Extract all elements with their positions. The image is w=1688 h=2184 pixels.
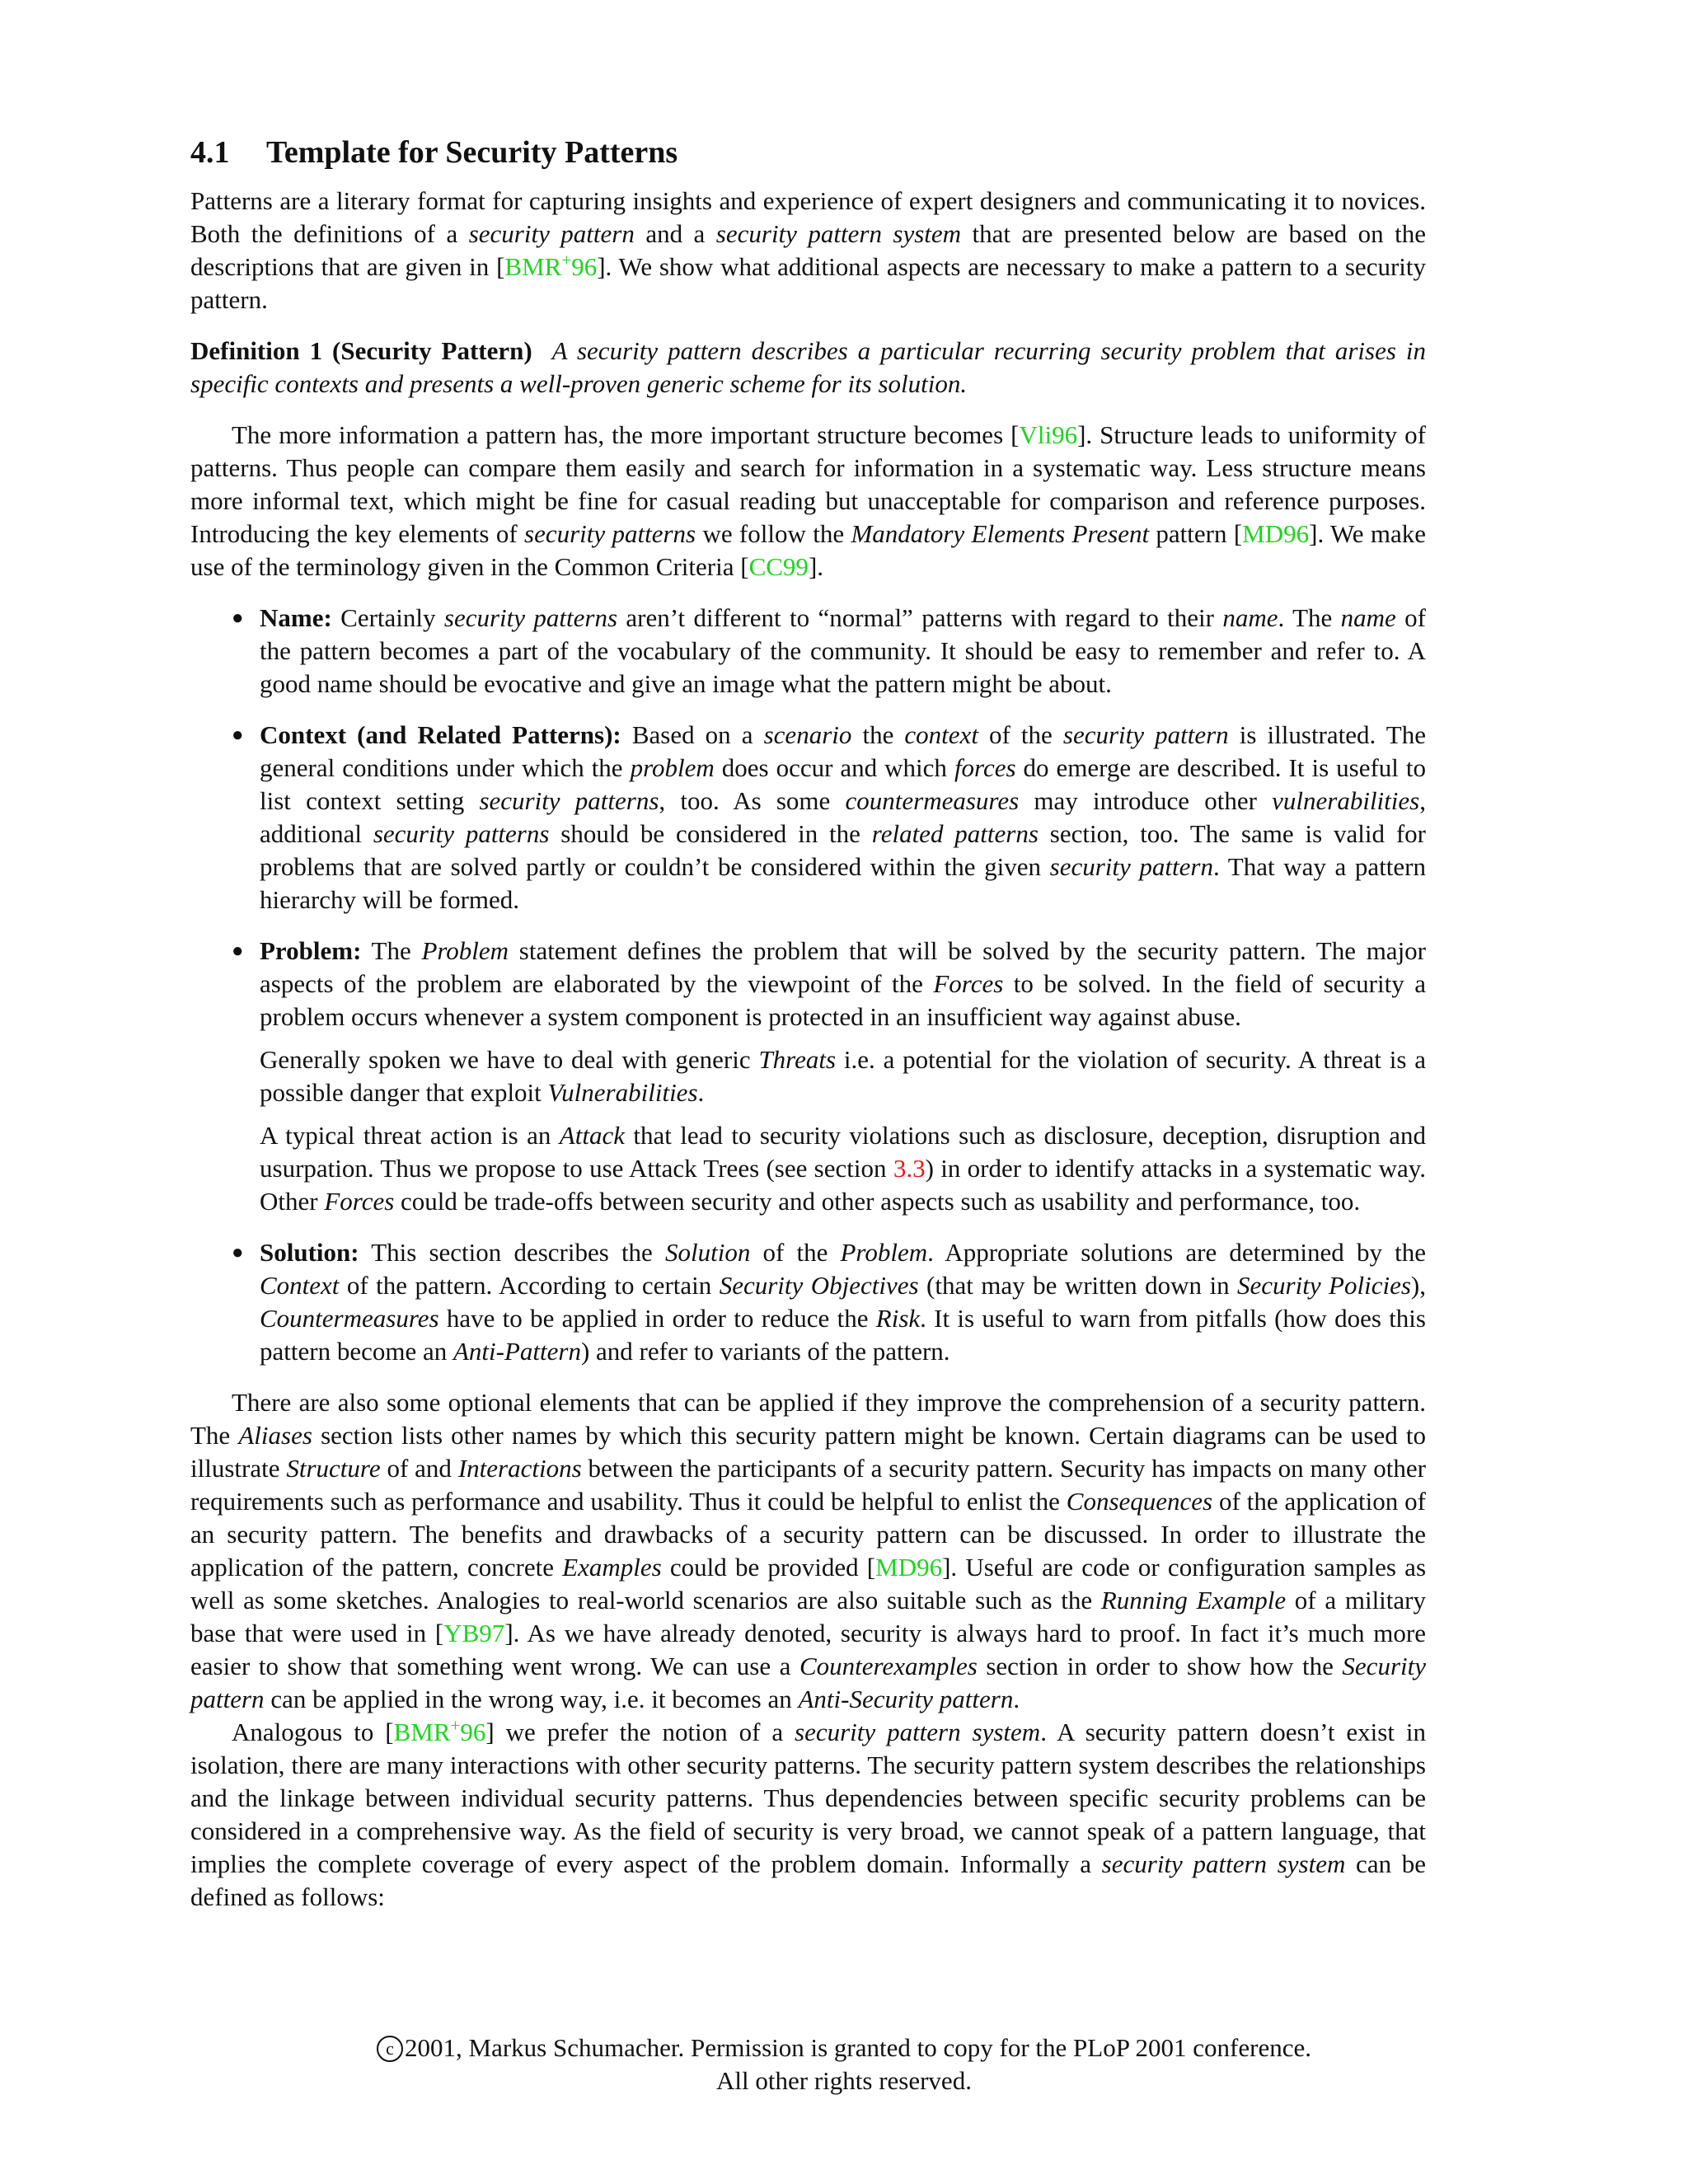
text: (that may be written down in: [918, 1271, 1238, 1300]
item-label: Context (and Related Patterns):: [260, 720, 621, 749]
footer-line-1: [0, 2032, 1688, 2064]
text: Based on a: [621, 720, 764, 749]
emphasis: Structure: [286, 1454, 381, 1483]
emphasis: Problem: [840, 1238, 928, 1267]
emphasis: Vulnerabilities: [547, 1078, 698, 1107]
text: and a: [634, 219, 716, 248]
bullet-icon: ●: [232, 607, 244, 629]
text: do emerge are described. It is useful to list context setting: [260, 753, 1427, 815]
text: , additional: [260, 786, 1426, 848]
text: should be considered in the: [549, 819, 872, 848]
cite-year: 96: [460, 1718, 486, 1746]
emphasis: Countermeasures: [260, 1304, 439, 1333]
text: can be applied in the wrong way, i.e. it becomes an: [264, 1685, 799, 1713]
optional-elements-paragraph: [190, 1386, 1426, 1716]
bullet-icon: ●: [232, 724, 244, 746]
emphasis: security pattern system: [1101, 1849, 1346, 1878]
text: is illustrated. The general conditions under which the: [260, 720, 1426, 782]
citation-link-yb97[interactable]: YB97: [443, 1619, 505, 1647]
text: have to be applied in order to reduce the: [438, 1304, 876, 1333]
footer-line-2: All other rights reserved.: [716, 2066, 972, 2095]
text: section, too. The same is valid for problems that are solved partly or couldn’t be considered within the given: [260, 819, 1426, 881]
text: Certainly: [331, 603, 444, 632]
text: between the participants of a security pattern. Security has impacts on many other requirements such as performance and usability. Thus it could be helpful to enlist the: [190, 1454, 1426, 1516]
text: . That way a pattern hierarchy will be formed.: [260, 852, 1426, 914]
text: of and: [380, 1454, 458, 1483]
text: , too. As some: [659, 786, 846, 815]
emphasis: Forces: [933, 969, 1004, 998]
text: ),: [1410, 1271, 1426, 1300]
emphasis: context: [904, 720, 978, 749]
intro-paragraph: [190, 185, 1426, 316]
text: The more information a pattern has, the more important structure becomes [: [232, 420, 1020, 449]
text: may introduce other: [1019, 786, 1273, 815]
text: There are also some optional elements that can be applied if they improve the comprehension of a security pattern. The: [190, 1388, 1426, 1450]
text: to be solved. In the field of security a problem occurs whenever a system component is protected in an insufficient way against abuse.: [260, 969, 1426, 1031]
text: can be defined as follows:: [190, 1849, 1427, 1911]
text: ) and refer to variants of the pattern.: [580, 1337, 950, 1366]
text: . The: [1278, 603, 1341, 632]
emphasis: vulnerabilities: [1272, 786, 1420, 815]
text: ]. Structure leads to uniformity of patterns. Thus people can compare them easily and search for information in a systematic way. Less structure means more informal text, which might be fine for casual reading but unacceptable for comparison and reference purposes. Introducing the key elements of: [190, 420, 1426, 548]
list-item-name: [190, 602, 1426, 701]
section-heading: [190, 134, 1426, 171]
emphasis: Aliases: [238, 1421, 312, 1450]
text: . It is useful to warn from pitfalls (how does this pattern become an: [260, 1304, 1426, 1366]
cite-text: BMR: [504, 252, 562, 281]
text: that are presented below are based on the descriptions that are given in [: [190, 219, 1427, 281]
emphasis: Interactions: [457, 1454, 582, 1483]
emphasis: Risk: [875, 1304, 921, 1333]
section-title: Template for Security Patterns: [266, 135, 678, 170]
citation-link-vli96[interactable]: Vli96: [1019, 420, 1078, 449]
list-item-solution: [190, 1236, 1426, 1368]
text: i.e. a potential for the violation of security. A threat is a possible danger that exploit: [260, 1045, 1426, 1107]
text: ]. As we have already denoted, security is always hard to proof. In fact it’s much more easier to show that something went wrong. We can use a: [190, 1619, 1426, 1680]
emphasis: Security pattern: [190, 1652, 1426, 1713]
text: section lists other names by which this security pattern might be known. Certain diagrams can be used to illustrate: [190, 1421, 1426, 1483]
emphasis: countermeasures: [845, 786, 1020, 815]
text: The: [361, 936, 422, 965]
cite-sup: +: [450, 1715, 461, 1736]
list-item-context: [190, 719, 1426, 916]
emphasis: security pattern system: [795, 1718, 1041, 1746]
emphasis: security pattern system: [715, 219, 962, 248]
text: of a military base that were used in [: [190, 1586, 1426, 1647]
emphasis: Security Policies: [1237, 1271, 1411, 1300]
emphasis: Mandatory Elements Present: [851, 519, 1150, 548]
text: we follow the: [696, 519, 851, 548]
citation-link-bmr96[interactable]: [393, 1715, 486, 1746]
copyright-icon: c: [377, 2036, 403, 2062]
list-item-problem: [190, 935, 1426, 1218]
emphasis: Running Example: [1100, 1586, 1287, 1615]
text: ]. Useful are code or configuration samples as well as some sketches. Analogies to real-world scenarios are also suitable such as the: [190, 1553, 1427, 1615]
text: ]. We show what additional aspects are necessary to make a pattern to a security pattern.: [190, 252, 1426, 314]
emphasis: related patterns: [871, 819, 1039, 848]
text: could be provided [: [661, 1553, 876, 1582]
item-label: Solution:: [260, 1238, 359, 1267]
emphasis: security pattern: [468, 219, 635, 248]
emphasis: security patterns: [373, 819, 550, 848]
emphasis: scenario: [763, 720, 852, 749]
text: .: [1013, 1685, 1020, 1713]
emphasis: Consequences: [1066, 1487, 1213, 1516]
emphasis: Context: [260, 1271, 340, 1300]
citation-link-md96[interactable]: MD96: [1242, 519, 1310, 548]
bullet-icon: ●: [232, 1242, 244, 1263]
emphasis: forces: [954, 753, 1016, 782]
text: . A security pattern doesn’t exist in isolation, there are many interactions with other security patterns. The security pattern system describes the relationships and the linkage between individual security patterns. Thus dependencies between specific security problems can be considered in a comprehensive way. As the field of security is very broad, we cannot speak of a pattern language, that implies the complete coverage of every aspect of the problem domain. Informally a: [190, 1718, 1426, 1878]
text: ].: [808, 552, 824, 581]
section-ref-link[interactable]: 3.3: [893, 1154, 926, 1183]
cite-text: BMR: [393, 1718, 451, 1746]
item-label: Name:: [260, 603, 332, 632]
text: ]. We make use of the terminology given in the Common Criteria [: [190, 519, 1426, 581]
emphasis: Counterexamples: [799, 1652, 978, 1680]
elements-list: [190, 602, 1426, 1368]
text: of the pattern becomes a part of the vocabulary of the community. It should be easy to remember and refer to. A good name should be evocative and give an image what the pattern might be about.: [260, 603, 1427, 698]
emphasis: problem: [630, 753, 715, 782]
emphasis: Anti-Security pattern: [798, 1685, 1014, 1713]
footer-text: 2001, Markus Schumacher. Permission is granted to copy for the PLoP 2001 conference.: [405, 2033, 1311, 2062]
text: could be trade-offs between security and other aspects such as usability and performance, too.: [394, 1187, 1361, 1216]
main-content: [190, 134, 1426, 1914]
structure-paragraph: [190, 419, 1426, 583]
text: of the: [750, 1238, 841, 1267]
emphasis: security pattern: [1062, 720, 1229, 749]
text: of the: [978, 720, 1063, 749]
emphasis: Security Objectives: [719, 1271, 919, 1300]
item-label: Problem:: [260, 936, 362, 965]
definition-text: A security pattern describes a particular recurring security problem that arises in specific contexts and presents a well-proven generic scheme for its solution.: [190, 336, 1427, 398]
text: A typical threat action is an: [260, 1121, 560, 1150]
text: that lead to security violations such as disclosure, deception, disruption and usurpation. Thus we propose to use Attack Trees (see section: [260, 1121, 1427, 1183]
text: Patterns are a literary format for capturing insights and experience of expert designers and communicating it to novices. Both the definitions of a: [190, 186, 1426, 248]
emphasis: name: [1340, 603, 1396, 632]
text: ) in order to identify attacks in a systematic way. Other: [260, 1154, 1426, 1216]
text: pattern [: [1149, 519, 1243, 548]
copyright-footer: [0, 2032, 1688, 2097]
bullet-icon: ●: [232, 940, 244, 962]
text: of the application of an security pattern. The benefits and drawbacks of a security pattern can be discussed. In order to illustrate the application of the pattern, concrete: [190, 1487, 1426, 1582]
section-number: 4.1: [190, 135, 230, 170]
emphasis: Threats: [758, 1045, 837, 1074]
definition-label: Definition 1 (Security Pattern): [190, 336, 532, 365]
definition-block: [190, 335, 1426, 401]
emphasis: Problem: [421, 936, 509, 965]
text: This section describes the: [359, 1238, 665, 1267]
text: Generally spoken we have to deal with generic: [260, 1045, 759, 1074]
emphasis: Forces: [324, 1187, 395, 1216]
text: statement defines the problem that will be solved by the security pattern. The major aspects of the problem are elaborated by the viewpoint of the: [260, 936, 1426, 998]
emphasis: security patterns: [479, 786, 659, 815]
emphasis: security pattern: [1049, 852, 1213, 881]
text: of the pattern. According to certain: [339, 1271, 720, 1300]
citation-link-cc99[interactable]: CC99: [748, 552, 809, 581]
emphasis: Solution: [664, 1238, 751, 1267]
cite-year: 96: [571, 252, 598, 281]
text: does occur and which: [714, 753, 954, 782]
citation-link-bmr96[interactable]: [504, 252, 597, 281]
text: Analogous to [: [232, 1718, 394, 1746]
citation-link-md96[interactable]: MD96: [875, 1553, 943, 1582]
text: the: [851, 720, 905, 749]
text: section in order to show how the: [977, 1652, 1343, 1680]
emphasis: Attack: [559, 1121, 625, 1150]
emphasis: Anti-Pattern: [452, 1337, 581, 1366]
text: aren’t different to “normal” patterns with regard to their: [617, 603, 1223, 632]
emphasis: name: [1222, 603, 1278, 632]
cite-sup: +: [561, 250, 572, 270]
emphasis: security patterns: [443, 603, 618, 632]
emphasis: Examples: [562, 1553, 662, 1582]
text: .: [697, 1078, 705, 1107]
text: . Appropriate solutions are determined by the: [927, 1238, 1426, 1267]
pattern-system-paragraph: [190, 1716, 1426, 1914]
text: ] we prefer the notion of a: [485, 1718, 795, 1746]
emphasis: security patterns: [524, 519, 696, 548]
